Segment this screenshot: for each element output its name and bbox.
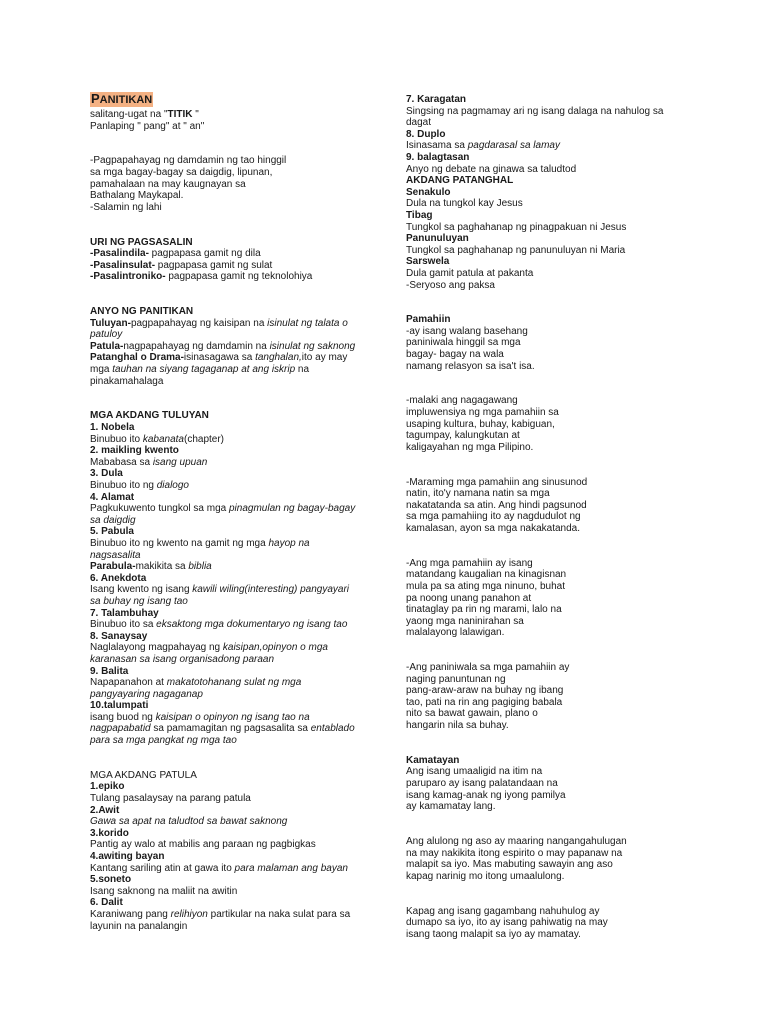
text-segment: pagdarasal sa lamay	[467, 140, 560, 152]
text-line	[406, 407, 706, 419]
text-line	[406, 848, 706, 860]
text-segment: mula pa sa ating mga ninuno, buhat	[406, 580, 565, 592]
text-line	[406, 326, 706, 338]
text-segment: patuloy	[90, 329, 123, 341]
text-line	[406, 697, 706, 709]
text-segment: 2. maikling kwento	[90, 445, 179, 457]
text-segment: Dula na tungkol kay Jesus	[406, 198, 523, 210]
text-segment: 1.epiko	[90, 781, 125, 793]
text-segment: TITIK	[167, 109, 193, 120]
text-segment: Pagkukuwento tungkol sa mga	[90, 503, 229, 515]
paragraph-gap	[90, 132, 390, 155]
text-segment: AKDANG PATANGHAL	[406, 175, 514, 187]
text-line	[90, 376, 390, 388]
text-segment: na	[295, 364, 310, 376]
text-line	[406, 511, 706, 523]
text-segment: naging panuntunan ng	[406, 673, 506, 685]
text-line	[406, 708, 706, 720]
text-segment: bagay- bagay na wala	[406, 349, 504, 361]
text-segment: pagpapahayag ng kaisipan na	[130, 317, 268, 329]
text-segment: pagpapasa gamit ng sulat	[155, 259, 273, 271]
text-segment: 8. Duplo	[406, 128, 446, 140]
text-segment: Binubuo ito	[90, 433, 143, 445]
text-line	[90, 109, 390, 121]
text-segment: pang-araw-araw na buhay ng ibang	[406, 685, 564, 697]
text-segment: para sa mga pangkat ng mga tao	[90, 735, 237, 747]
paragraph-gap	[90, 283, 390, 306]
text-segment: namang relasyon sa isa't isa.	[406, 360, 535, 372]
text-segment: Panlaping " pang" at " an"	[90, 120, 205, 132]
text-line	[90, 816, 390, 828]
text-line	[90, 781, 390, 793]
text-line	[406, 361, 706, 373]
text-segment: Kantang sariling atin at gawa ito	[90, 862, 235, 874]
text-line	[406, 187, 706, 199]
text-segment: 4. Alamat	[90, 491, 135, 503]
text-segment: Isinasama sa	[406, 140, 468, 152]
text-segment: 6. Anekdota	[90, 572, 147, 584]
text-segment: kapag narinig mo itong umaalulong.	[406, 870, 565, 882]
text-segment: makikita sa	[135, 561, 189, 573]
text-line	[406, 442, 706, 454]
text-line	[406, 755, 706, 767]
text-line	[406, 836, 706, 848]
text-line	[406, 593, 706, 605]
text-segment: Tungkol sa paghahanap ng pinagpakuan ni Jesus	[406, 221, 627, 233]
text-segment: Isang saknong na maliit na awitin	[90, 885, 238, 897]
text-segment: tagumpay, kalungkutan at	[406, 430, 520, 442]
text-line	[90, 561, 390, 573]
text-line	[90, 805, 390, 817]
text-segment: 3.korido	[90, 827, 129, 839]
text-segment: Patanghal o Drama-	[90, 352, 184, 364]
text-line	[90, 770, 390, 782]
text-line	[406, 117, 706, 129]
text-segment: entablado	[310, 723, 355, 735]
text-segment: Napapanahon at	[90, 677, 167, 689]
text-line	[90, 468, 390, 480]
text-line	[90, 677, 390, 689]
text-line	[406, 419, 706, 431]
text-line	[406, 210, 706, 222]
text-segment: 9. Balita	[90, 665, 129, 677]
text-line	[406, 129, 706, 141]
text-segment: Binubuo ito ng	[90, 480, 157, 491]
text-line	[90, 689, 390, 701]
text-line	[406, 766, 706, 778]
text-line	[90, 654, 390, 666]
text-line	[90, 352, 390, 364]
text-segment: partikular na naka sulat para sa	[207, 908, 351, 920]
text-segment: -Pasalintroniko-	[90, 271, 166, 283]
text-segment: Binubuo ito sa	[90, 619, 157, 631]
text-line	[406, 906, 706, 918]
text-segment: pagpapasa gamit ng dila	[148, 248, 261, 260]
text-line	[406, 245, 706, 257]
text-segment: pagpapasa gamit ng teknolohiya	[165, 271, 313, 283]
paragraph-gap	[406, 639, 706, 662]
text-segment: kaligayahan ng mga Pilipino.	[406, 441, 534, 453]
text-segment: paniniwala hinggil sa mga	[406, 337, 521, 349]
text-segment: -ay isang walang basehang	[406, 325, 528, 337]
text-segment: Patula-	[90, 340, 124, 352]
text-segment: tauhan na siyang tagaganap at ang iskrip	[112, 364, 296, 376]
paragraph-gap	[90, 213, 390, 236]
text-segment: nagpapahayag ng damdamin na	[123, 340, 270, 352]
text-line	[90, 921, 390, 933]
text-segment: Naglalayong magpahayag ng	[90, 642, 223, 654]
text-segment: "	[192, 109, 199, 120]
text-segment: hayop na	[268, 537, 310, 549]
text-line	[406, 720, 706, 732]
text-segment: Panunuluyan	[406, 233, 469, 245]
text-segment: MGA AKDANG TULUYAN	[90, 410, 209, 422]
text-segment: 8. Sanaysay	[90, 630, 148, 642]
text-segment: isang taong malapit sa iyo ay mamatay.	[406, 928, 581, 940]
text-segment: -Pasalinsulat-	[90, 259, 156, 271]
text-line	[90, 422, 390, 434]
text-line	[90, 515, 390, 527]
text-segment: 6. Dalit	[90, 897, 123, 909]
text-segment: pangyayaring nagaganap	[90, 688, 203, 700]
text-segment: impluwensiya ng mga pamahiin sa	[406, 407, 559, 419]
text-segment: 5.soneto	[90, 874, 132, 886]
text-line	[406, 256, 706, 268]
text-segment: (chapter)	[183, 433, 224, 445]
text-line	[406, 106, 706, 118]
text-line	[90, 631, 390, 643]
text-segment: sa daigdig	[90, 514, 136, 526]
text-segment: -Pagpapahayag ng damdamin ng tao hinggil	[90, 155, 287, 167]
text-line	[90, 700, 390, 712]
text-segment: Kamatayan	[406, 754, 460, 766]
text-segment: isang kamag-anak ng iyong pamilya	[406, 789, 566, 801]
title-initial: P	[91, 91, 100, 106]
text-segment: isinasagawa sa	[183, 352, 256, 364]
paragraph-gap	[406, 535, 706, 558]
text-segment: Gawa sa apat na taludtod sa bawat saknong	[90, 816, 288, 828]
paragraph-gap	[406, 291, 706, 314]
text-segment: nakatatanda sa atin. Ang hindi pagsunod	[406, 499, 587, 511]
text-segment: 7. Karagatan	[406, 94, 467, 105]
text-segment: salitang-ugat na "	[90, 109, 168, 120]
text-line	[406, 280, 706, 292]
text-segment: matandang kaugalian na kinagisnan	[406, 569, 567, 581]
text-line	[90, 735, 390, 747]
text-segment: Sarswela	[406, 256, 450, 268]
text-segment: Binubuo ito ng kwento na gamit ng mga	[90, 537, 269, 549]
text-segment: yaong mga naninirahan sa	[406, 615, 524, 627]
text-segment: karanasan sa isang organisadong paraan	[90, 653, 275, 665]
text-segment: Pantig ay walo at mabilis ang paraan ng pagbigkas	[90, 839, 316, 851]
text-line	[90, 723, 390, 735]
text-line	[406, 164, 706, 176]
text-segment: relihiyon	[170, 908, 208, 920]
text-line	[90, 318, 390, 330]
text-segment: na may nakikita itong espirito o may papanaw na	[406, 847, 623, 859]
text-line	[90, 828, 390, 840]
text-line	[90, 642, 390, 654]
text-segment: Tuluyan-	[90, 317, 131, 329]
text-line	[90, 909, 390, 921]
text-segment: 3. Dula	[90, 468, 123, 480]
text-segment: Kapag ang isang gagambang nahuhulog ay	[406, 905, 600, 917]
text-line	[406, 929, 706, 941]
text-segment: Tungkol sa paghahanap ng panunuluyan ni Maria	[406, 244, 626, 256]
text-segment: ito ay may	[301, 352, 348, 364]
text-line	[406, 778, 706, 790]
text-segment: Tulang pasalaysay na parang patula	[90, 793, 251, 805]
text-line	[90, 874, 390, 886]
text-segment: ANYO NG PANITIKAN	[90, 306, 194, 318]
text-line	[406, 430, 706, 442]
text-segment: -Ang paniniwala sa mga pamahiin ay	[406, 662, 570, 674]
text-line	[90, 237, 390, 249]
text-segment: isang buod ng	[90, 711, 156, 723]
text-segment: dagat	[406, 117, 432, 129]
text-line	[406, 94, 706, 106]
paragraph-gap	[406, 882, 706, 905]
text-segment: nagpapabatid	[90, 723, 151, 735]
text-segment: 2.Awit	[90, 804, 120, 816]
text-segment: Bathalang Maykapal.	[90, 190, 184, 202]
text-line	[90, 457, 390, 469]
text-line	[90, 666, 390, 678]
text-line	[90, 480, 390, 492]
text-line	[406, 558, 706, 570]
text-segment: -Pasalindila-	[90, 248, 149, 260]
text-segment: isinulat ng saknong	[269, 340, 356, 352]
text-line	[406, 337, 706, 349]
text-segment: tao, pati na rin ang pagiging babala	[406, 696, 563, 708]
text-line	[90, 839, 390, 851]
text-segment: pinakamahalaga	[90, 375, 164, 387]
paragraph-gap	[406, 453, 706, 476]
text-segment: pa noong unang panahon at	[406, 592, 532, 604]
text-line	[90, 410, 390, 422]
text-line	[406, 395, 706, 407]
text-line	[406, 222, 706, 234]
text-line	[406, 790, 706, 802]
text-line	[406, 314, 706, 326]
text-line	[406, 871, 706, 883]
text-segment: Dula gamit patula at pakanta	[406, 267, 534, 279]
paragraph-gap	[406, 372, 706, 395]
text-line	[406, 662, 706, 674]
text-line	[90, 306, 390, 318]
text-line	[90, 202, 390, 214]
text-line	[90, 155, 390, 167]
text-line	[90, 897, 390, 909]
text-line	[90, 341, 390, 353]
text-segment: sa pamamagitan ng pagsasalita sa	[150, 723, 311, 735]
text-segment: tanghalan,	[255, 352, 302, 364]
text-segment: sa buhay ng isang tao	[90, 595, 188, 607]
text-segment: sa mga pamahiing ito ay nagdudulot ng	[406, 511, 581, 523]
text-segment: tinataglay pa rin ng marami, lalo na	[406, 604, 562, 616]
text-segment: 9. balagtasan	[406, 151, 470, 163]
text-line	[406, 500, 706, 512]
text-segment: -malaki ang nagagawang	[406, 395, 518, 407]
text-line	[406, 627, 706, 639]
text-line	[406, 616, 706, 628]
left-column	[90, 109, 390, 932]
text-line	[406, 152, 706, 164]
text-segment: -Ang mga pamahiin ay isang	[406, 557, 533, 569]
text-line	[406, 685, 706, 697]
paragraph-gap	[406, 732, 706, 755]
text-segment: eksaktong mga dokumentaryo ng isang tao	[156, 619, 348, 631]
text-line	[90, 271, 390, 283]
text-segment: makatotohanang sulat ng mga	[166, 677, 302, 689]
text-line	[90, 190, 390, 202]
text-segment: Isang kwento ng isang	[90, 584, 193, 596]
text-line	[406, 488, 706, 500]
text-line	[406, 477, 706, 489]
text-line	[90, 121, 390, 133]
text-segment: 5. Pabula	[90, 526, 134, 538]
text-line	[90, 434, 390, 446]
text-line	[90, 596, 390, 608]
text-segment: nito sa bawat gawain, plano o	[406, 708, 538, 720]
text-segment: kaisipan,opinyon o mga	[222, 642, 328, 654]
title-rest: ANITIKAN	[99, 94, 153, 106]
text-line	[90, 608, 390, 620]
text-line	[406, 859, 706, 871]
right-column	[406, 94, 706, 940]
text-line	[406, 523, 706, 535]
text-segment: URI NG PAGSASALIN	[90, 236, 193, 248]
document-title	[90, 92, 153, 107]
paragraph-gap	[90, 747, 390, 770]
text-line	[90, 248, 390, 260]
text-segment: hangarin nila sa buhay.	[406, 720, 509, 732]
text-segment: layunin na panalangin	[90, 920, 188, 932]
text-segment: Pamahiin	[406, 314, 451, 326]
text-line	[90, 619, 390, 631]
text-segment: kaisipan o opinyon ng isang tao na	[155, 711, 310, 723]
text-segment: pamahalaan na may kaugnayan sa	[90, 178, 246, 190]
text-line	[90, 851, 390, 863]
text-segment: mga	[90, 364, 113, 376]
text-line	[406, 917, 706, 929]
text-line	[90, 167, 390, 179]
text-segment: para malaman ang bayan	[234, 862, 348, 874]
text-segment: malalayong lalawigan.	[406, 627, 505, 639]
text-segment: dumapo sa iyo, ito ay isang pahiwatig na may	[406, 917, 608, 929]
text-segment: -Salamin ng lahi	[90, 201, 162, 213]
text-line	[90, 538, 390, 550]
text-segment: Mababasa sa	[90, 456, 153, 468]
text-line	[406, 569, 706, 581]
text-segment: pinagmulan ng bagay-bagay	[228, 503, 356, 515]
text-segment: Parabula-	[90, 561, 136, 573]
text-line	[406, 175, 706, 187]
text-line	[90, 863, 390, 875]
text-segment: kamalasan, ayon sa mga nakakatanda.	[406, 522, 580, 534]
text-line	[90, 503, 390, 515]
text-segment: Senakulo	[406, 186, 451, 198]
text-segment: Anyo ng debate na ginawa sa taludtod	[406, 163, 577, 175]
text-segment: Ang alulong ng aso ay maaring nangangahulugan	[406, 836, 627, 847]
text-line	[90, 260, 390, 272]
text-segment: isang upuan	[152, 456, 208, 468]
text-segment: paruparo ay isang palatandaan na	[406, 778, 558, 790]
text-segment: kabanata	[142, 433, 184, 445]
text-line	[406, 349, 706, 361]
text-segment: Tibag	[406, 209, 433, 221]
text-line	[90, 550, 390, 562]
text-line	[90, 573, 390, 585]
text-line	[90, 364, 390, 376]
text-segment: 7. Talambuhay	[90, 607, 159, 619]
text-line	[90, 329, 390, 341]
text-line	[406, 198, 706, 210]
paragraph-gap	[90, 387, 390, 410]
text-line	[406, 674, 706, 686]
text-segment: Singsing na pagmamay ari ng isang dalaga na nahulog sa	[406, 105, 664, 117]
paragraph-gap	[406, 813, 706, 836]
text-line	[90, 584, 390, 596]
text-segment: -Maraming mga pamahiin ang sinusunod	[406, 476, 588, 488]
text-segment: sa mga bagay-bagay sa daigdig, lipunan,	[90, 166, 273, 178]
text-line	[90, 526, 390, 538]
text-segment: ay kamamatay lang.	[406, 801, 496, 813]
text-segment: usaping kultura, buhay, kabiguan,	[406, 418, 555, 430]
text-segment: dialogo	[156, 480, 189, 491]
text-segment: malapit sa iyo. Mas mabuting sawayin ang aso	[406, 859, 613, 871]
text-line	[90, 179, 390, 191]
text-segment: Karaniwang pang	[90, 908, 171, 920]
text-line	[90, 445, 390, 457]
text-line	[406, 140, 706, 152]
text-line	[406, 268, 706, 280]
text-segment: isinulat ng talata o	[267, 317, 348, 329]
text-segment: 10.talumpati	[90, 700, 149, 712]
text-segment: natin, ito'y namana natin sa mga	[406, 488, 550, 500]
text-line	[406, 604, 706, 616]
text-segment: MGA AKDANG PATULA	[90, 769, 197, 781]
text-line	[90, 712, 390, 724]
text-line	[90, 793, 390, 805]
text-segment: biblia	[188, 561, 212, 573]
text-segment: Ang isang umaaligid na itim na	[406, 766, 543, 778]
text-segment: kawili wiling(interesting) pangyayari	[192, 584, 350, 596]
text-line	[406, 233, 706, 245]
text-line	[406, 581, 706, 593]
text-segment: 4.awiting bayan	[90, 851, 165, 862]
text-segment: nagsasalita	[90, 549, 141, 561]
text-segment: -Seryoso ang paksa	[406, 279, 495, 291]
text-line	[406, 801, 706, 813]
text-line	[90, 492, 390, 504]
text-segment: 1. Nobela	[90, 422, 135, 434]
text-line	[90, 886, 390, 898]
